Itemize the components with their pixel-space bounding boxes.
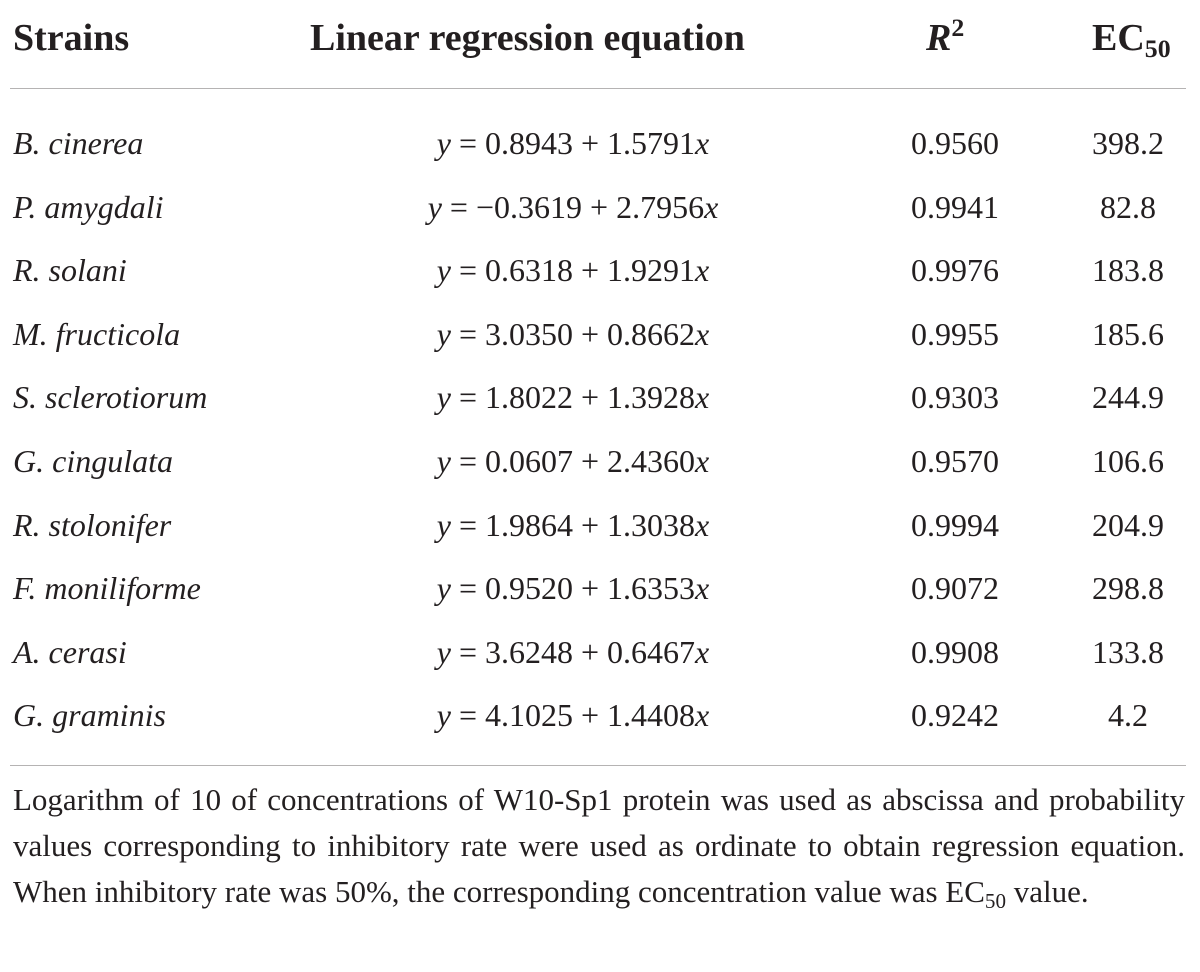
footnote-tail: value. (1005, 874, 1089, 909)
strain-name: S. sclerotiorum (13, 379, 208, 416)
ec50-value: 398.2 (1092, 125, 1164, 161)
regression-equation (338, 431, 808, 491)
footnote-text: Logarithm of 10 of concentrations of W10-Sp1 protein was used as abscissa and probability values corresponding to inhibitory rate were used as ordinate to obtain regression equation. When inhibitory rate was 50%, the corresponding concentration value was EC (13, 782, 1185, 909)
header-rule (10, 88, 1186, 89)
table-row (0, 367, 1200, 427)
eq-operator: + (581, 633, 600, 670)
eq-y: y (436, 570, 451, 607)
eq-intercept: 1.9864 (485, 506, 573, 543)
eq-slope: 1.4408 (607, 697, 696, 734)
eq-operator: + (581, 252, 600, 289)
header-ec50-subscript: 50 (1144, 34, 1171, 64)
regression-equation (338, 240, 808, 300)
ec50-value: 204.9 (1092, 506, 1164, 543)
strain-name: R. solani (13, 252, 127, 289)
eq-intercept: 0.6318 (485, 252, 573, 289)
eq-intercept: −0.3619 (475, 188, 583, 225)
eq-equals: = (449, 188, 468, 225)
r2-value: 0.9242 (911, 697, 999, 734)
eq-x: x (695, 506, 710, 543)
eq-y: y (436, 315, 451, 352)
strain-name: G. cingulata (13, 443, 173, 479)
header-r2 (926, 12, 964, 64)
strain-name: R. stolonifer (13, 506, 172, 543)
regression-equation (338, 113, 808, 173)
eq-slope: 1.3038 (607, 506, 696, 543)
eq-slope: 1.5791 (607, 125, 696, 161)
eq-equals: = (458, 570, 477, 607)
eq-slope: 2.4360 (607, 443, 696, 479)
r2-value: 0.9941 (911, 188, 999, 225)
regression-equation (338, 622, 808, 682)
strain-name: F. moniliforme (13, 570, 201, 607)
eq-y: y (436, 633, 451, 670)
eq-slope: 1.3928 (607, 379, 696, 416)
eq-slope: 1.6353 (607, 570, 696, 607)
regression-equation (338, 558, 808, 618)
table-row (0, 558, 1200, 618)
eq-x: x (695, 379, 710, 416)
eq-y: y (436, 252, 451, 289)
regression-equation (338, 495, 808, 555)
eq-equals: = (458, 633, 477, 670)
ec50-value: 298.8 (1092, 570, 1164, 607)
eq-x: x (695, 697, 710, 734)
r2-value: 0.9908 (911, 633, 999, 670)
regression-equation (338, 304, 808, 364)
eq-equals: = (458, 379, 477, 416)
table-row (0, 622, 1200, 682)
r2-value: 0.9072 (911, 570, 999, 607)
eq-equals: = (458, 315, 477, 352)
eq-intercept: 0.8943 (485, 125, 573, 161)
r2-value: 0.9976 (911, 252, 999, 289)
table-footnote (13, 777, 1185, 915)
r2-value: 0.9560 (911, 125, 999, 161)
footnote-subscript: 50 (984, 888, 1006, 913)
eq-y: y (436, 443, 451, 479)
eq-y: y (436, 125, 451, 161)
eq-operator: + (581, 125, 600, 161)
strain-name: P. amygdali (13, 188, 164, 225)
eq-y: y (427, 188, 442, 225)
r2-value: 0.9570 (911, 443, 999, 479)
header-strains: Strains (13, 17, 130, 59)
eq-x: x (695, 570, 710, 607)
header-equation: Linear regression equation (310, 17, 745, 59)
eq-x: x (695, 125, 710, 161)
eq-operator: + (581, 570, 600, 607)
eq-equals: = (458, 252, 477, 289)
regression-equation (338, 367, 808, 427)
eq-equals: = (458, 697, 477, 734)
eq-operator: + (590, 188, 609, 225)
eq-operator: + (581, 697, 600, 734)
bottom-rule (10, 765, 1186, 766)
eq-intercept: 3.6248 (485, 633, 573, 670)
eq-intercept: 0.9520 (485, 570, 573, 607)
ec50-value: 185.6 (1092, 315, 1164, 352)
strain-name: G. graminis (13, 697, 166, 734)
eq-equals: = (458, 506, 477, 543)
strain-name: A. cerasi (13, 633, 127, 670)
eq-equals: = (458, 443, 477, 479)
header-ec50-base: EC (1092, 17, 1145, 59)
eq-slope: 0.6467 (607, 633, 696, 670)
header-r2-superscript: 2 (951, 12, 965, 42)
eq-y: y (436, 506, 451, 543)
eq-equals: = (458, 125, 477, 161)
header-r2-base: R (926, 17, 952, 59)
regression-equation (338, 177, 808, 237)
table-row (0, 304, 1200, 364)
eq-intercept: 0.0607 (485, 443, 573, 479)
eq-slope: 2.7956 (616, 188, 705, 225)
eq-x: x (704, 188, 719, 225)
eq-operator: + (581, 506, 600, 543)
r2-value: 0.9955 (911, 315, 999, 352)
strain-name: M. fructicola (13, 315, 181, 352)
ec50-value: 133.8 (1092, 633, 1164, 670)
eq-intercept: 1.8022 (485, 379, 573, 416)
regression-equation (338, 685, 808, 745)
table-row (0, 431, 1200, 491)
eq-x: x (695, 633, 710, 670)
eq-intercept: 4.1025 (485, 697, 573, 734)
eq-slope: 0.8662 (607, 315, 696, 352)
eq-operator: + (581, 443, 600, 479)
eq-operator: + (581, 315, 600, 352)
ec50-value: 183.8 (1092, 252, 1164, 289)
eq-intercept: 3.0350 (485, 315, 573, 352)
header-ec50 (1092, 12, 1171, 64)
ec50-value: 244.9 (1092, 379, 1164, 416)
table-row (0, 495, 1200, 555)
ec50-value: 82.8 (1100, 188, 1156, 225)
eq-operator: + (581, 379, 600, 416)
eq-x: x (695, 315, 710, 352)
eq-y: y (436, 379, 451, 416)
table-row (0, 240, 1200, 300)
table-row (0, 177, 1200, 237)
r2-value: 0.9303 (911, 379, 999, 416)
r2-value: 0.9994 (911, 506, 999, 543)
ec50-value: 4.2 (1108, 697, 1148, 734)
eq-y: y (436, 697, 451, 734)
table-row (0, 113, 1200, 173)
strain-name: B. cinerea (13, 125, 144, 161)
eq-slope: 1.9291 (607, 252, 696, 289)
ec50-value: 106.6 (1092, 443, 1164, 479)
eq-x: x (695, 443, 710, 479)
table-row (0, 685, 1200, 745)
eq-x: x (695, 252, 710, 289)
